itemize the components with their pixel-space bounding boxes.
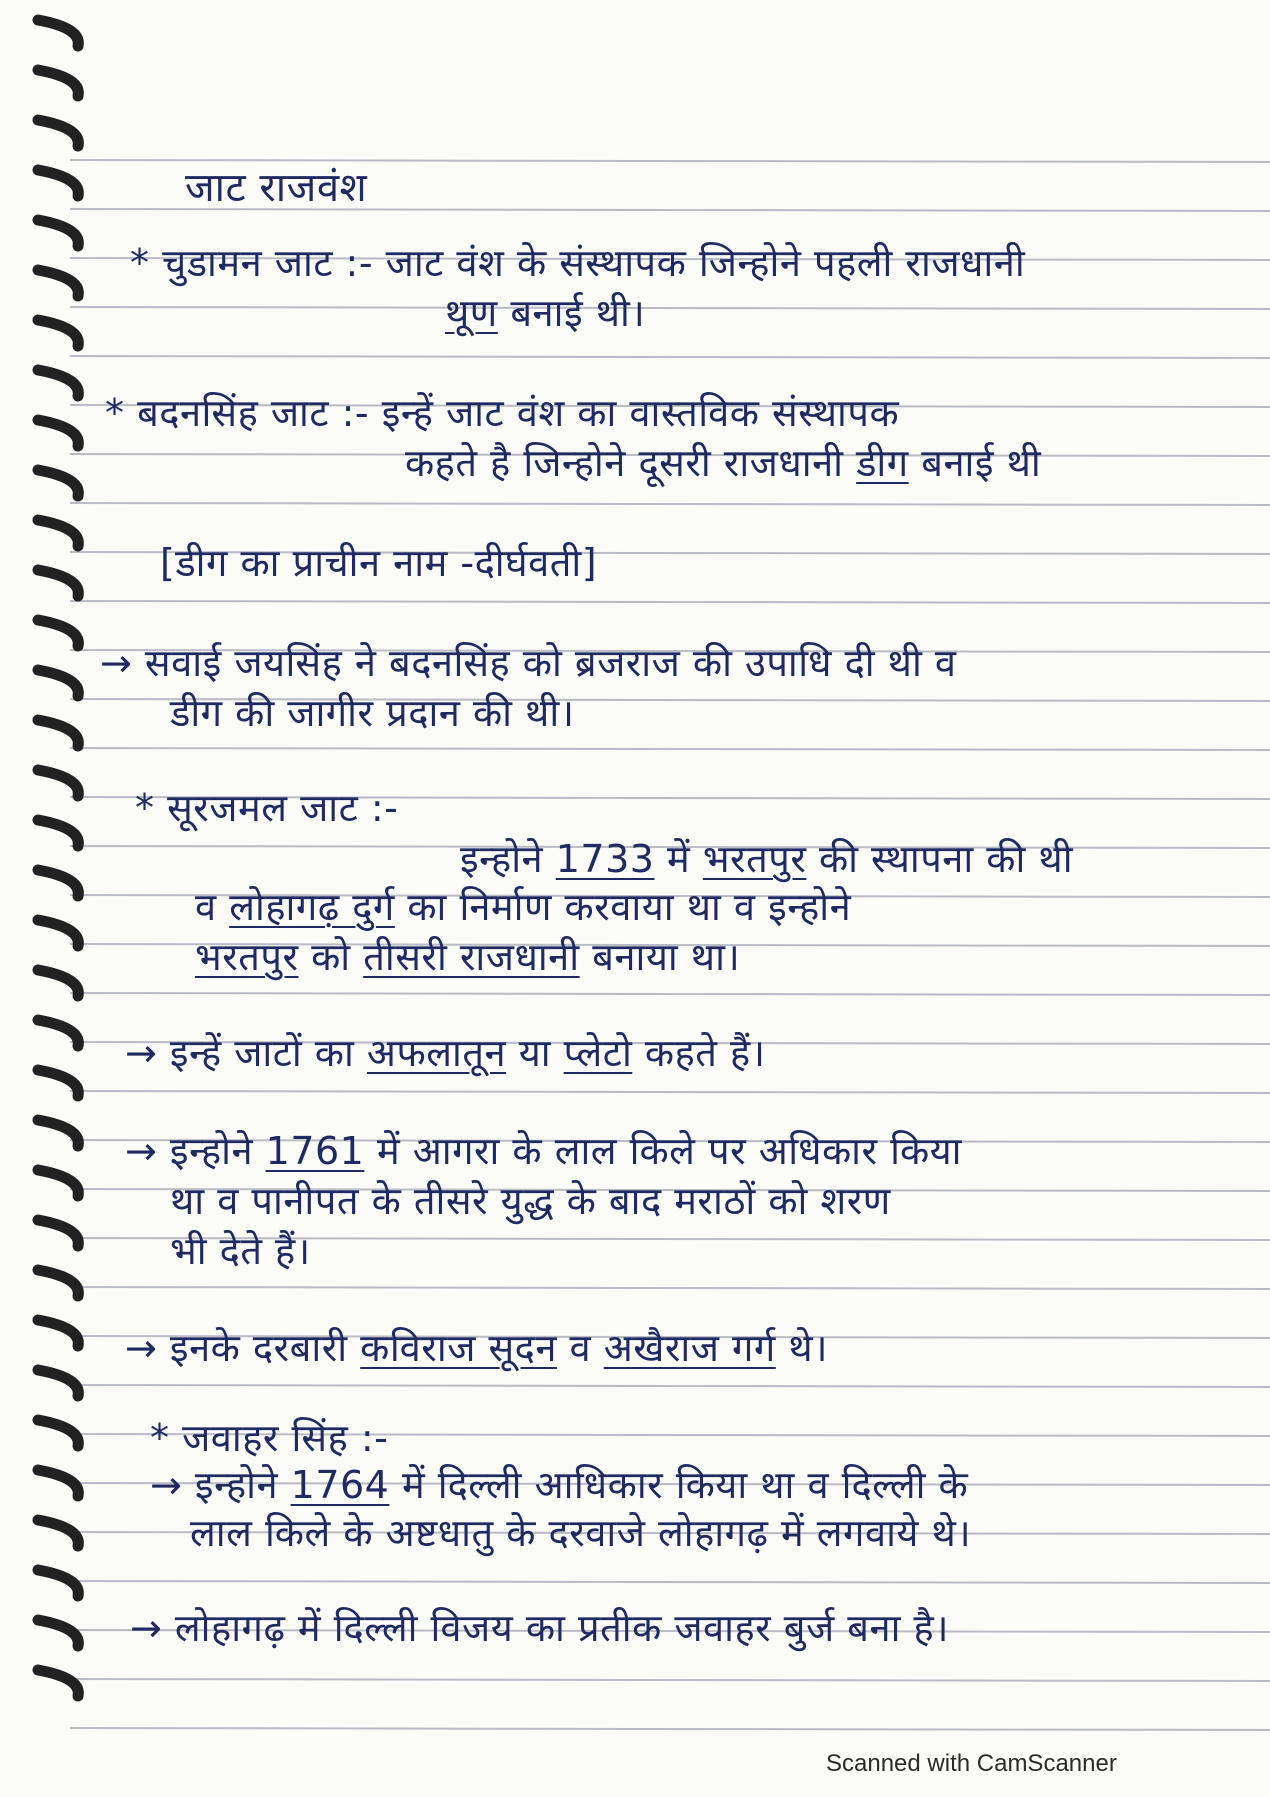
ruled-line — [70, 601, 1270, 603]
spiral-ring — [38, 1020, 78, 1046]
note-line-5: [डीग का प्राचीन नाम -दीर्घवती] — [160, 541, 598, 585]
note-line-3: * बदनसिंह जाट :- इन्हें जाट वंश का वास्तविक संस्थापक — [105, 391, 900, 435]
spiral-ring — [38, 570, 78, 596]
spiral-ring — [38, 1370, 78, 1396]
spiral-ring — [38, 1670, 78, 1696]
spiral-binding — [0, 0, 120, 1797]
spiral-ring — [38, 1220, 78, 1246]
note-line-10: व लोहागढ़ दुर्ग का निर्माण करवाया था व इन्होने — [195, 885, 852, 929]
ruled-line — [70, 1728, 1270, 1730]
spiral-ring — [38, 120, 78, 146]
spiral-ring — [38, 270, 78, 296]
note-line-9: इन्होने 1733 में भरतपुर की स्थापना की थी — [460, 837, 1074, 881]
spiral-ring — [38, 1620, 78, 1646]
ruled-line — [70, 307, 1270, 309]
spiral-ring — [38, 420, 78, 446]
note-line-7: डीग की जागीर प्रदान की थी। — [170, 691, 575, 735]
spiral-ring — [38, 1070, 78, 1096]
spiral-ring — [38, 320, 78, 346]
spiral-ring — [38, 1520, 78, 1546]
ruled-line — [70, 748, 1270, 750]
spiral-ring — [38, 870, 78, 896]
spiral-ring — [38, 820, 78, 846]
note-line-13: → इन्होने 1761 में आगरा के लाल किले पर अधिकार किया — [125, 1129, 963, 1173]
spiral-ring — [38, 520, 78, 546]
note-line-14: था व पानीपत के तीसरे युद्ध के बाद मराठों को शरण — [170, 1179, 891, 1223]
spiral-ring — [38, 620, 78, 646]
note-line-6: → सवाई जयसिंह ने बदनसिंह को ब्रजराज की उपाधि दी थी व — [100, 641, 957, 685]
ruled-line — [70, 1091, 1270, 1093]
ruled-line — [70, 503, 1270, 505]
spiral-ring — [38, 970, 78, 996]
spiral-ring — [38, 170, 78, 196]
ruled-line — [70, 1581, 1270, 1583]
ruled-line — [70, 160, 1270, 162]
ruled-line — [70, 1385, 1270, 1387]
spiral-ring — [38, 770, 78, 796]
note-line-4: कहते है जिन्होने दूसरी राजधानी डीग बनाई थी — [405, 441, 1042, 485]
note-line-8: * सूरजमल जाट :- — [135, 786, 399, 830]
spiral-ring — [38, 20, 78, 46]
spiral-ring — [38, 470, 78, 496]
spiral-ring — [38, 1170, 78, 1196]
ruled-line — [70, 356, 1270, 358]
spiral-ring — [38, 220, 78, 246]
ruled-line — [70, 1287, 1270, 1289]
spiral-ring — [38, 370, 78, 396]
note-line-16: → इनके दरबारी कविराज सूदन व अखैराज गर्ग थे। — [125, 1326, 829, 1370]
note-line-12: → इन्हें जाटों का अफलातून या प्लेटो कहते हैं। — [125, 1031, 766, 1075]
note-line-2: थूण बनाई थी। — [445, 291, 646, 335]
note-line-20: → लोहागढ़ में दिल्ली विजय का प्रतीक जवाहर बुर्ज बना है। — [130, 1606, 950, 1650]
ruled-line — [70, 1679, 1270, 1681]
page-title: जाट राजवंश — [185, 165, 368, 211]
spiral-ring — [38, 720, 78, 746]
spiral-ring — [38, 1320, 78, 1346]
note-line-18: → इन्होने 1764 में दिल्ली आधिकार किया था व दिल्ली के — [150, 1463, 969, 1507]
spiral-ring — [38, 1270, 78, 1296]
spiral-ring — [38, 1570, 78, 1596]
spiral-ring — [38, 920, 78, 946]
spiral-ring — [38, 1120, 78, 1146]
note-line-17: * जवाहर सिंह :- — [150, 1416, 389, 1460]
note-line-19: लाल किले के अष्टधातु के दरवाजे लोहागढ़ में लगवाये थे। — [190, 1511, 972, 1555]
note-line-15: भी देते हैं। — [170, 1229, 311, 1273]
spiral-ring — [38, 670, 78, 696]
spiral-ring — [38, 1470, 78, 1496]
note-line-11: भरतपुर को तीसरी राजधानी बनाया था। — [195, 935, 741, 979]
note-line-1: * चुडामन जाट :- जाट वंश के संस्थापक जिन्होने पहली राजधानी — [130, 241, 1026, 285]
spiral-ring — [38, 1420, 78, 1446]
scanner-watermark: Scanned with CamScanner — [826, 1750, 1117, 1777]
ruled-line — [70, 993, 1270, 995]
spiral-ring — [38, 70, 78, 96]
